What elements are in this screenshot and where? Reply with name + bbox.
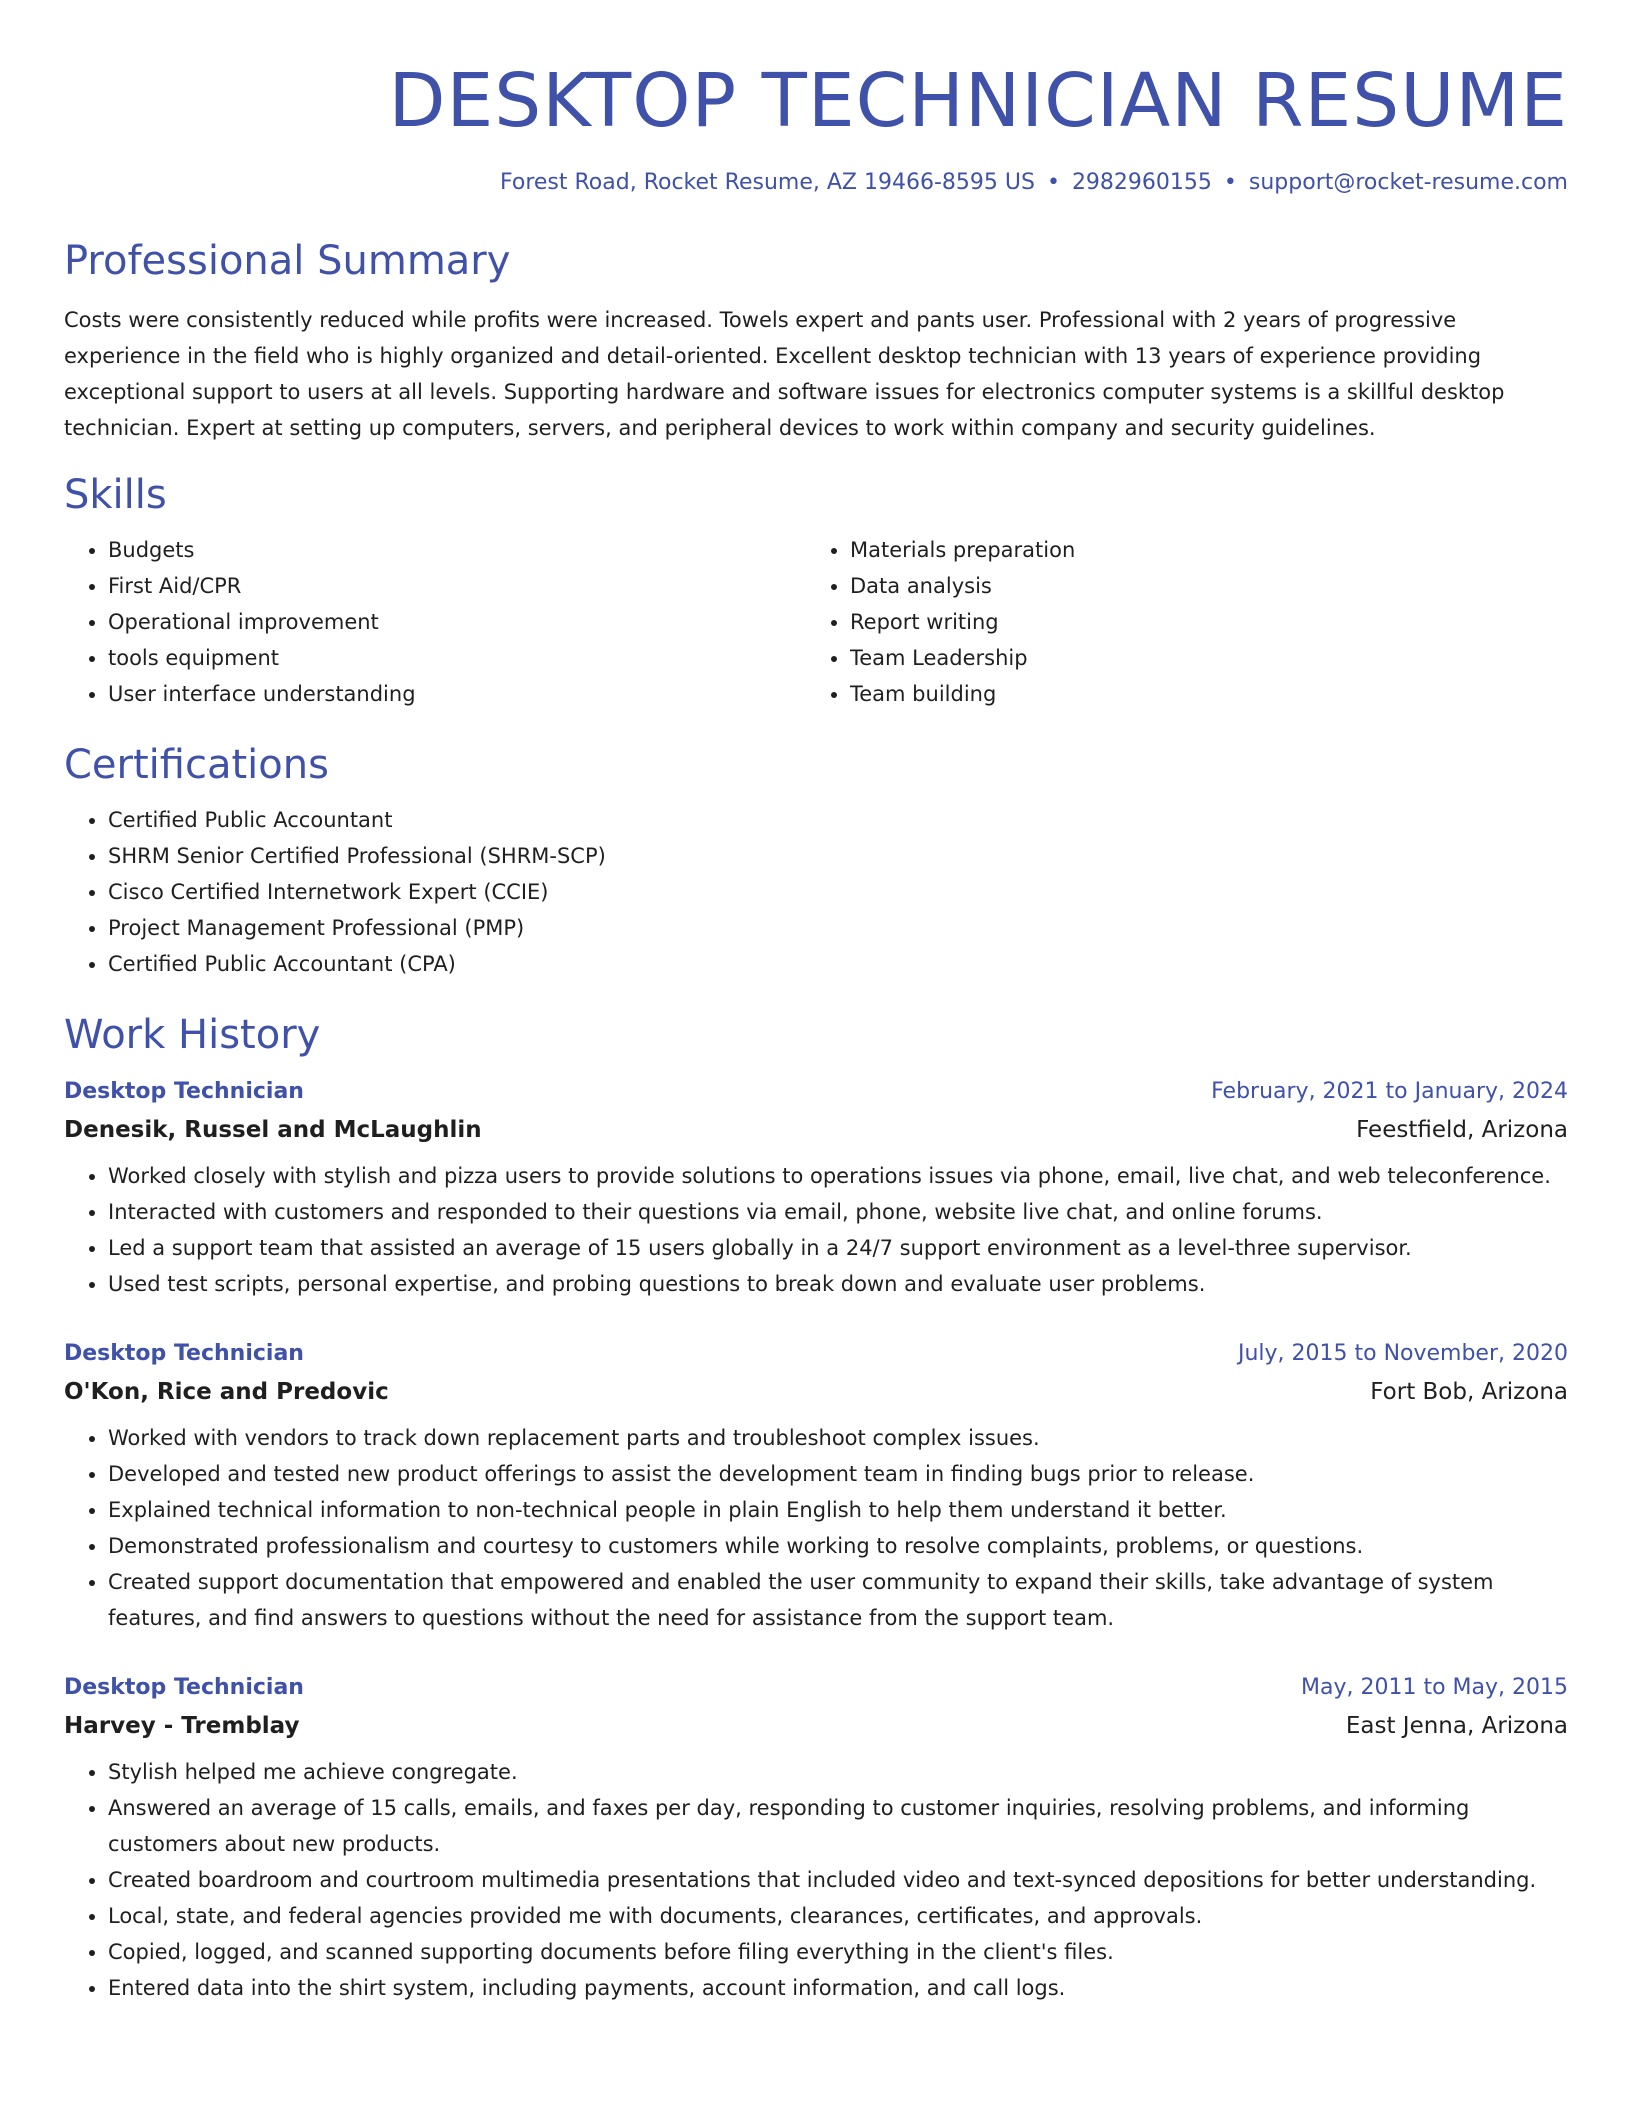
contact-email: support@rocket-resume.com	[1248, 170, 1568, 195]
job-bullet: • Created support documentation that empowered and enabled the user community to expand their skills, take advantage of system features, and find answers to questions without the need for assistance from the support team.	[108, 1564, 1568, 1636]
contact-separator: •	[1223, 170, 1237, 195]
job-dates: May, 2011 to May, 2015	[1301, 1675, 1568, 1700]
skills-list-right	[806, 532, 1548, 712]
job-bullet: • Local, state, and federal agencies provided me with documents, clearances, certificates, and approvals.	[108, 1898, 1568, 1934]
certification-item: • Cisco Certified Internetwork Expert (CCIE)	[108, 874, 1568, 910]
job-entry	[64, 1074, 1568, 1302]
job-bullet: • Led a support team that assisted an average of 15 users globally in a 24/7 support environment as a level-three supervisor.	[108, 1230, 1568, 1266]
certification-item: • Certified Public Accountant	[108, 802, 1568, 838]
job-dates: February, 2021 to January, 2024	[1211, 1079, 1568, 1104]
contact-phone: 2982960155	[1071, 170, 1212, 195]
skills-grid	[64, 532, 1568, 712]
job-company-row	[64, 1706, 1568, 1746]
job-bullets	[64, 1754, 1568, 2006]
job-location: East Jenna, Arizona	[1345, 1713, 1568, 1739]
job-company-row	[64, 1110, 1568, 1150]
job-company: Denesik, Russel and McLaughlin	[64, 1117, 482, 1143]
job-entry	[64, 1670, 1568, 2006]
certification-item: • Certified Public Accountant (CPA)	[108, 946, 1568, 982]
certification-item: • Project Management Professional (PMP)	[108, 910, 1568, 946]
job-bullet: • Answered an average of 15 calls, emails, and faxes per day, responding to customer inquiries, resolving problems, and informing customers about new products.	[108, 1790, 1568, 1862]
summary-text: Costs were consistently reduced while profits were increased. Towels expert and pants user. Professional with 2 years of progressive experience in the field who is highly organized and detail-oriented. Excellent desktop technician with 13 years of experience providing exceptional support to users at all levels. Supporting hardware and software issues for electronics computer systems is a skillful desktop technician. Expert at setting up computers, servers, and peripheral devices to work within company and security guidelines.	[64, 308, 1505, 440]
job-bullet: • Used test scripts, personal expertise, and probing questions to break down and evaluate user problems.	[108, 1266, 1568, 1302]
job-dates: July, 2015 to November, 2020	[1237, 1341, 1568, 1366]
job-header-row	[64, 1670, 1568, 1706]
job-bullet: • Copied, logged, and scanned supporting documents before filing everything in the client's files.	[108, 1934, 1568, 1970]
certifications-heading: Certifications	[64, 742, 329, 788]
job-location: Feestfield, Arizona	[1356, 1117, 1568, 1143]
job-bullets	[64, 1158, 1568, 1302]
job-bullet: • Explained technical information to non-technical people in plain English to help them understand it better.	[108, 1492, 1568, 1528]
certification-item: • SHRM Senior Certified Professional (SHRM-SCP)	[108, 838, 1568, 874]
job-bullets	[64, 1420, 1568, 1636]
skill-item: • Budgets	[108, 532, 806, 568]
skill-item: • Team building	[850, 676, 1548, 712]
skills-heading: Skills	[64, 472, 167, 518]
job-company: Harvey - Tremblay	[64, 1713, 300, 1739]
job-company-row	[64, 1372, 1568, 1412]
job-bullet: • Interacted with customers and responded to their questions via email, phone, website live chat, and online forums.	[108, 1194, 1568, 1230]
skill-item: • User interface understanding	[108, 676, 806, 712]
skills-list-left	[64, 532, 806, 712]
job-location: Fort Bob, Arizona	[1370, 1379, 1568, 1405]
contact-address: Forest Road, Rocket Resume, AZ 19466-8595 US	[500, 170, 1035, 195]
skill-item: • First Aid/CPR	[108, 568, 806, 604]
resume-title: DESKTOP TECHNICIAN RESUME	[388, 58, 1568, 144]
work-history-heading: Work History	[64, 1012, 321, 1058]
skills-column-right	[806, 532, 1548, 712]
job-header-row	[64, 1074, 1568, 1110]
skill-item: • Report writing	[850, 604, 1548, 640]
job-entry	[64, 1336, 1568, 1636]
certifications-list	[64, 802, 1568, 982]
skill-item: • Materials preparation	[850, 532, 1548, 568]
skills-column-left	[64, 532, 806, 712]
job-bullet: • Developed and tested new product offerings to assist the development team in finding bugs prior to release.	[108, 1456, 1568, 1492]
job-bullet: • Worked closely with stylish and pizza users to provide solutions to operations issues via phone, email, live chat, and web teleconference.	[108, 1158, 1568, 1194]
summary-heading: Professional Summary	[64, 238, 511, 284]
job-bullet: • Entered data into the shirt system, including payments, account information, and call logs.	[108, 1970, 1568, 2006]
skill-item: • Team Leadership	[850, 640, 1548, 676]
job-bullet: • Created boardroom and courtroom multimedia presentations that included video and text-synced depositions for better understanding.	[108, 1862, 1568, 1898]
job-bullet: • Worked with vendors to track down replacement parts and troubleshoot complex issues.	[108, 1420, 1568, 1456]
job-title: Desktop Technician	[64, 1675, 304, 1700]
job-bullet: • Demonstrated professionalism and courtesy to customers while working to resolve complaints, problems, or questions.	[108, 1528, 1568, 1564]
skill-item: • tools equipment	[108, 640, 806, 676]
contact-separator: •	[1046, 170, 1060, 195]
skill-item: • Data analysis	[850, 568, 1548, 604]
contact-line	[64, 168, 1568, 198]
job-title: Desktop Technician	[64, 1079, 304, 1104]
job-company: O'Kon, Rice and Predovic	[64, 1379, 389, 1405]
resume-header	[64, 52, 1568, 198]
job-title: Desktop Technician	[64, 1341, 304, 1366]
job-bullet: • Stylish helped me achieve congregate.	[108, 1754, 1568, 1790]
job-header-row	[64, 1336, 1568, 1372]
skill-item: • Operational improvement	[108, 604, 806, 640]
